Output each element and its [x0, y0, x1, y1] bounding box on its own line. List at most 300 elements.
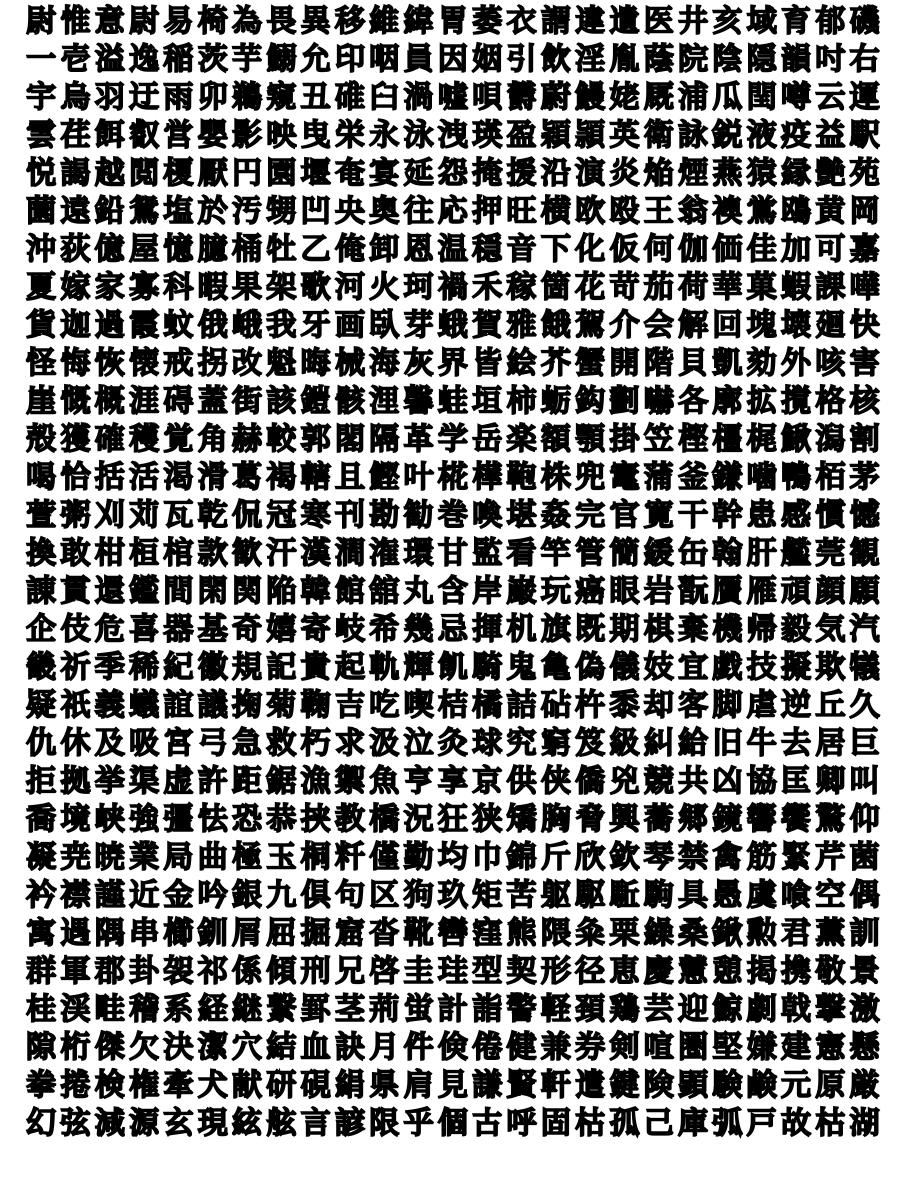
kanji-glyph: 餌 — [94, 118, 125, 153]
kanji-glyph: 禾 — [472, 270, 503, 305]
kanji-glyph: 梶 — [746, 422, 777, 457]
kanji-glyph: 温 — [437, 232, 468, 267]
kanji-glyph: 期 — [609, 612, 640, 647]
kanji-glyph: 快 — [849, 308, 880, 343]
kanji-glyph: 巌 — [506, 574, 537, 609]
kanji-glyph: 虚 — [163, 764, 194, 799]
kanji-glyph: 害 — [849, 346, 880, 381]
kanji-glyph: 倶 — [300, 878, 331, 913]
kanji-glyph: 蛎 — [540, 384, 571, 419]
kanji-glyph: 横 — [540, 194, 571, 229]
kanji-glyph: 玄 — [163, 1106, 194, 1141]
kanji-glyph: 改 — [232, 346, 263, 381]
kanji-glyph: 育 — [781, 4, 812, 39]
kanji-glyph: 岐 — [334, 612, 365, 647]
kanji-glyph: 滑 — [197, 460, 228, 495]
kanji-glyph: 鶏 — [609, 992, 640, 1027]
kanji-glyph: 烏 — [60, 80, 91, 115]
kanji-glyph: 街 — [232, 384, 263, 419]
kanji-glyph: 近 — [129, 878, 160, 913]
kanji-glyph: 激 — [849, 992, 880, 1027]
kanji-glyph: 況 — [403, 802, 434, 837]
kanji-glyph: 伽 — [678, 232, 709, 267]
kanji-glyph: 会 — [643, 308, 674, 343]
kanji-glyph: 竿 — [540, 536, 571, 571]
kanji-glyph: 菓 — [746, 270, 777, 305]
kanji-glyph: 営 — [163, 118, 194, 153]
kanji-glyph: 咽 — [369, 42, 400, 77]
kanji-glyph: 菊 — [266, 688, 297, 723]
kanji-glyph: 汲 — [369, 726, 400, 761]
kanji-glyph: 弦 — [60, 1106, 91, 1141]
kanji-glyph: 掘 — [300, 916, 331, 951]
kanji-glyph: 義 — [94, 688, 125, 723]
kanji-glyph: 換 — [26, 536, 57, 571]
kanji-glyph: 衛 — [643, 118, 674, 153]
kanji-glyph: 怨 — [437, 156, 468, 191]
kanji-glyph: 隔 — [369, 422, 400, 457]
kanji-glyph: 堅 — [712, 1030, 743, 1065]
kanji-glyph: 監 — [472, 536, 503, 571]
kanji-glyph: 曳 — [300, 118, 331, 153]
kanji-glyph: 錦 — [506, 840, 537, 875]
kanji-glyph: 暁 — [94, 840, 125, 875]
kanji-glyph: 縁 — [781, 156, 812, 191]
kanji-glyph: 恢 — [94, 346, 125, 381]
glyph-row — [24, 41, 882, 79]
kanji-glyph: 郭 — [300, 422, 331, 457]
kanji-glyph: 渦 — [403, 80, 434, 115]
kanji-glyph: 研 — [266, 1068, 297, 1103]
kanji-glyph: 瑛 — [472, 118, 503, 153]
kanji-glyph: 窮 — [540, 726, 571, 761]
kanji-glyph: 急 — [232, 726, 263, 761]
kanji-glyph: 蚊 — [163, 308, 194, 343]
kanji-glyph: 音 — [506, 232, 537, 267]
kanji-glyph: 嬉 — [266, 612, 297, 647]
kanji-glyph: 贋 — [712, 574, 743, 609]
kanji-glyph: 荻 — [60, 232, 91, 267]
kanji-glyph: 亥 — [712, 4, 743, 39]
kanji-glyph: 見 — [437, 1068, 468, 1103]
kanji-glyph: 畏 — [266, 4, 297, 39]
kanji-glyph: 塩 — [163, 194, 194, 229]
kanji-glyph: 危 — [94, 612, 125, 647]
kanji-glyph: 祇 — [60, 688, 91, 723]
kanji-glyph: 決 — [163, 1030, 194, 1065]
kanji-glyph: 介 — [609, 308, 640, 343]
kanji-glyph: 魚 — [369, 764, 400, 799]
kanji-glyph: 級 — [609, 726, 640, 761]
kanji-glyph: 奥 — [369, 194, 400, 229]
kanji-glyph: 英 — [609, 118, 640, 153]
kanji-glyph: 恵 — [609, 954, 640, 989]
kanji-glyph: 崖 — [26, 384, 57, 419]
kanji-glyph: 穎 — [540, 118, 571, 153]
kanji-glyph: 継 — [232, 992, 263, 1027]
kanji-glyph: 訣 — [334, 1030, 365, 1065]
kanji-glyph: 区 — [369, 878, 400, 913]
kanji-glyph: 丸 — [403, 574, 434, 609]
kanji-glyph: 係 — [232, 954, 263, 989]
kanji-glyph: 岸 — [472, 574, 503, 609]
kanji-glyph: 過 — [94, 308, 125, 343]
kanji-glyph: 菌 — [849, 840, 880, 875]
kanji-glyph: 往 — [403, 194, 434, 229]
kanji-glyph: 偶 — [849, 878, 880, 913]
kanji-glyph: 解 — [678, 308, 709, 343]
kanji-glyph: 乾 — [197, 498, 228, 533]
kanji-glyph: 境 — [60, 802, 91, 837]
kanji-glyph: 鴬 — [746, 194, 777, 229]
kanji-glyph: 桁 — [60, 1030, 91, 1065]
kanji-glyph: 岳 — [472, 422, 503, 457]
kanji-glyph: 漁 — [300, 764, 331, 799]
kanji-glyph: 諌 — [26, 574, 57, 609]
kanji-glyph: 擬 — [781, 650, 812, 685]
kanji-glyph: 許 — [197, 764, 228, 799]
kanji-glyph: 芋 — [232, 42, 263, 77]
kanji-glyph: 晦 — [300, 346, 331, 381]
kanji-glyph: 寡 — [129, 270, 160, 305]
kanji-glyph: 古 — [472, 1106, 503, 1141]
kanji-glyph: 一 — [26, 42, 57, 77]
kanji-glyph: 噛 — [746, 460, 777, 495]
kanji-glyph: 陰 — [712, 42, 743, 77]
kanji-glyph: 看 — [506, 536, 537, 571]
kanji-glyph: 艦 — [781, 536, 812, 571]
kanji-glyph: 牡 — [266, 232, 297, 267]
kanji-glyph: 翁 — [678, 194, 709, 229]
kanji-glyph: 叶 — [403, 460, 434, 495]
kanji-glyph: 慣 — [815, 498, 846, 533]
kanji-glyph: 凹 — [300, 194, 331, 229]
kanji-glyph: 課 — [815, 270, 846, 305]
kanji-glyph: 供 — [506, 764, 537, 799]
kanji-glyph: 可 — [815, 232, 846, 267]
kanji-glyph: 系 — [163, 992, 194, 1027]
kanji-glyph: 閏 — [746, 80, 777, 115]
kanji-glyph: 遠 — [60, 194, 91, 229]
kanji-glyph: 汚 — [232, 194, 263, 229]
kanji-glyph: 基 — [197, 612, 228, 647]
glyph-row — [24, 269, 882, 307]
kanji-glyph: 皆 — [472, 346, 503, 381]
kanji-glyph: 萱 — [26, 498, 57, 533]
kanji-glyph: 殻 — [26, 422, 57, 457]
kanji-glyph: 議 — [197, 688, 228, 723]
kanji-glyph: 遺 — [609, 4, 640, 39]
kanji-glyph: 客 — [678, 688, 709, 723]
kanji-glyph: 意 — [94, 4, 125, 39]
kanji-glyph: 薫 — [815, 916, 846, 951]
kanji-glyph: 開 — [609, 346, 640, 381]
kanji-glyph: 戸 — [746, 1106, 777, 1141]
kanji-glyph: 雁 — [746, 574, 777, 609]
kanji-glyph: 鰍 — [781, 422, 812, 457]
kanji-glyph: 却 — [643, 688, 674, 723]
kanji-glyph: 還 — [94, 574, 125, 609]
kanji-glyph: 唄 — [472, 80, 503, 115]
kanji-glyph: 駈 — [609, 878, 640, 913]
kanji-glyph: 峨 — [232, 308, 263, 343]
kanji-glyph: 堰 — [300, 156, 331, 191]
kanji-glyph: 駅 — [849, 118, 880, 153]
kanji-glyph: 舘 — [369, 574, 400, 609]
kanji-glyph: 甘 — [437, 536, 468, 571]
kanji-glyph: 栗 — [609, 916, 640, 951]
kanji-glyph: 岩 — [643, 574, 674, 609]
kanji-glyph: 逆 — [781, 688, 812, 723]
kanji-glyph: 脚 — [712, 688, 743, 723]
kanji-glyph: 奄 — [334, 156, 365, 191]
kanji-glyph: 異 — [300, 4, 331, 39]
kanji-glyph: 渠 — [129, 764, 160, 799]
kanji-glyph: 凶 — [712, 764, 743, 799]
kanji-glyph: 勤 — [403, 840, 434, 875]
kanji-glyph: 欣 — [575, 840, 606, 875]
kanji-glyph: 鎌 — [712, 460, 743, 495]
kanji-glyph: 懸 — [849, 1030, 880, 1065]
kanji-glyph: 帰 — [746, 612, 777, 647]
kanji-glyph: 洩 — [437, 118, 468, 153]
kanji-glyph: 計 — [437, 992, 468, 1027]
kanji-glyph: 技 — [746, 650, 777, 685]
kanji-glyph: 硯 — [300, 1068, 331, 1103]
kanji-glyph: 海 — [369, 346, 400, 381]
kanji-glyph: 河 — [334, 270, 365, 305]
kanji-glyph: 倹 — [437, 1030, 468, 1065]
kanji-glyph: 喚 — [472, 498, 503, 533]
kanji-glyph: 園 — [266, 156, 297, 191]
kanji-glyph: 凱 — [712, 346, 743, 381]
kanji-glyph: 翫 — [678, 574, 709, 609]
kanji-glyph: 箇 — [540, 270, 571, 305]
kanji-glyph: 虞 — [746, 878, 777, 913]
kanji-glyph: 鯨 — [712, 992, 743, 1027]
kanji-glyph: 庫 — [678, 1106, 709, 1141]
glyph-row — [24, 497, 882, 535]
kanji-glyph: 羽 — [94, 80, 125, 115]
kanji-glyph: 壱 — [60, 42, 91, 77]
kanji-glyph: 繰 — [643, 916, 674, 951]
kanji-glyph: 窪 — [472, 916, 503, 951]
kanji-glyph: 戟 — [781, 992, 812, 1027]
kanji-glyph: 溢 — [94, 42, 125, 77]
kanji-glyph: 徽 — [197, 650, 228, 685]
kanji-glyph: 淫 — [575, 42, 606, 77]
kanji-glyph: 鋭 — [712, 118, 743, 153]
kanji-glyph: 揮 — [472, 612, 503, 647]
kanji-glyph: 仰 — [849, 802, 880, 837]
kanji-glyph: 我 — [266, 308, 297, 343]
kanji-glyph: 喧 — [643, 1030, 674, 1065]
kanji-glyph: 蛍 — [403, 992, 434, 1027]
kanji-glyph: 絹 — [334, 1068, 365, 1103]
kanji-glyph: 潔 — [197, 1030, 228, 1065]
kanji-glyph: 献 — [232, 1068, 263, 1103]
kanji-glyph: 訓 — [849, 916, 880, 951]
kanji-glyph: 漢 — [300, 536, 331, 571]
kanji-glyph: 去 — [781, 726, 812, 761]
kanji-glyph: 肩 — [403, 1068, 434, 1103]
kanji-glyph: 澗 — [334, 536, 365, 571]
kanji-glyph: 憾 — [849, 498, 880, 533]
kanji-glyph: 刈 — [94, 498, 125, 533]
kanji-glyph: 禽 — [712, 840, 743, 875]
kanji-glyph: 沖 — [26, 232, 57, 267]
kanji-glyph: 苛 — [609, 270, 640, 305]
kanji-glyph: 益 — [815, 118, 846, 153]
kanji-glyph: 鈎 — [575, 384, 606, 419]
kanji-glyph: 僅 — [369, 840, 400, 875]
kanji-glyph: 兄 — [334, 954, 365, 989]
kanji-glyph: 卦 — [129, 954, 160, 989]
kanji-glyph: 宇 — [26, 80, 57, 115]
kanji-glyph: 歓 — [232, 536, 263, 571]
kanji-glyph: 厩 — [643, 80, 674, 115]
kanji-glyph: 休 — [60, 726, 91, 761]
kanji-glyph: 喝 — [26, 460, 57, 495]
glyph-row — [24, 877, 882, 915]
kanji-glyph: 確 — [94, 422, 125, 457]
kanji-glyph: 泳 — [403, 118, 434, 153]
kanji-glyph: 王 — [643, 194, 674, 229]
kanji-glyph: 穏 — [472, 232, 503, 267]
kanji-glyph: 玩 — [540, 574, 571, 609]
kanji-glyph: 宴 — [369, 156, 400, 191]
kanji-glyph: 薗 — [26, 194, 57, 229]
kanji-glyph: 芸 — [643, 992, 674, 1027]
kanji-glyph: 越 — [94, 156, 125, 191]
kanji-glyph: 炎 — [609, 156, 640, 191]
kanji-glyph: 央 — [334, 194, 365, 229]
kanji-glyph: 赫 — [232, 422, 263, 457]
kanji-glyph: 携 — [781, 954, 812, 989]
kanji-glyph: 蛙 — [437, 384, 468, 419]
kanji-glyph: 粥 — [60, 498, 91, 533]
kanji-glyph: 愚 — [712, 878, 743, 913]
kanji-glyph: 鏡 — [712, 802, 743, 837]
kanji-glyph: 蕎 — [643, 802, 674, 837]
kanji-glyph: 桶 — [232, 232, 263, 267]
glyph-row — [24, 345, 882, 383]
kanji-glyph: 堪 — [506, 498, 537, 533]
kanji-glyph: 季 — [94, 650, 125, 685]
kanji-glyph: 具 — [678, 878, 709, 913]
kanji-glyph: 顔 — [815, 574, 846, 609]
kanji-glyph: 減 — [94, 1106, 125, 1141]
kanji-glyph: 紀 — [163, 650, 194, 685]
kanji-glyph: 拳 — [26, 1068, 57, 1103]
kanji-glyph: 杵 — [575, 688, 606, 723]
kanji-glyph: 躯 — [540, 878, 571, 913]
kanji-glyph: 吃 — [369, 688, 400, 723]
kanji-glyph: 顕 — [678, 1068, 709, 1103]
kanji-glyph: 焔 — [643, 156, 674, 191]
kanji-glyph: 恩 — [403, 232, 434, 267]
kanji-glyph: 金 — [163, 878, 194, 913]
kanji-glyph: 缶 — [678, 536, 709, 571]
kanji-glyph: 貴 — [300, 650, 331, 685]
kanji-glyph: 架 — [266, 270, 297, 305]
kanji-glyph: 元 — [781, 1068, 812, 1103]
kanji-glyph: 芽 — [403, 308, 434, 343]
kanji-glyph: 建 — [781, 1030, 812, 1065]
kanji-glyph: 検 — [94, 1068, 125, 1103]
kanji-glyph: 犠 — [849, 650, 880, 685]
kanji-glyph: 観 — [849, 536, 880, 571]
kanji-glyph: 彊 — [163, 802, 194, 837]
kanji-glyph: 易 — [163, 4, 194, 39]
kanji-glyph: 茨 — [197, 42, 228, 77]
kanji-glyph: 姦 — [540, 498, 571, 533]
kanji-glyph: 迂 — [129, 80, 160, 115]
kanji-glyph: 宜 — [678, 650, 709, 685]
kanji-glyph: 葛 — [232, 460, 263, 495]
kanji-glyph: 荷 — [678, 270, 709, 305]
kanji-glyph: 芹 — [815, 840, 846, 875]
kanji-glyph: 員 — [403, 42, 434, 77]
glyph-row — [24, 307, 882, 345]
kanji-glyph: 尉 — [26, 4, 57, 39]
kanji-glyph: 傑 — [94, 1030, 125, 1065]
kanji-glyph: 階 — [643, 346, 674, 381]
kanji-glyph: 窟 — [334, 916, 365, 951]
kanji-glyph: 遇 — [60, 916, 91, 951]
kanji-glyph: 戯 — [712, 650, 743, 685]
kanji-glyph: 革 — [403, 422, 434, 457]
kanji-glyph: 竃 — [609, 460, 640, 495]
kanji-glyph: 欠 — [129, 1030, 160, 1065]
kanji-glyph: 乙 — [300, 232, 331, 267]
kanji-glyph: 禁 — [678, 840, 709, 875]
kanji-glyph: 奇 — [232, 612, 263, 647]
kanji-glyph: 飢 — [437, 650, 468, 685]
kanji-glyph: 兼 — [540, 1030, 571, 1065]
kanji-glyph: 凝 — [26, 840, 57, 875]
kanji-glyph: 笠 — [643, 422, 674, 457]
kanji-glyph: 諺 — [334, 1106, 365, 1141]
kanji-glyph: 警 — [506, 992, 537, 1027]
glyph-row — [24, 3, 882, 41]
kanji-glyph: 限 — [369, 1106, 400, 1141]
kanji-glyph: 運 — [849, 80, 880, 115]
kanji-glyph: 懐 — [129, 346, 160, 381]
kanji-glyph: 樺 — [472, 460, 503, 495]
kanji-glyph: 割 — [849, 422, 880, 457]
kanji-glyph: 櫛 — [163, 916, 194, 951]
kanji-glyph: 鉛 — [94, 194, 125, 229]
kanji-glyph: 茎 — [334, 992, 365, 1027]
kanji-glyph: 該 — [266, 384, 297, 419]
kanji-glyph: 各 — [678, 384, 709, 419]
kanji-glyph: 傾 — [266, 954, 297, 989]
kanji-glyph: 謹 — [94, 878, 125, 913]
kanji-glyph: 稼 — [506, 270, 537, 305]
kanji-glyph: 倦 — [472, 1030, 503, 1065]
kanji-glyph: 券 — [575, 1030, 606, 1065]
kanji-glyph: 詣 — [472, 992, 503, 1027]
kanji-glyph: 己 — [643, 1106, 674, 1141]
kanji-glyph: 禦 — [334, 764, 365, 799]
kanji-glyph: 鞠 — [300, 688, 331, 723]
kanji-glyph: 誼 — [163, 688, 194, 723]
kanji-glyph: 寛 — [643, 498, 674, 533]
kanji-glyph: 価 — [712, 232, 743, 267]
kanji-glyph: 佳 — [746, 232, 777, 267]
kanji-glyph: 仮 — [609, 232, 640, 267]
